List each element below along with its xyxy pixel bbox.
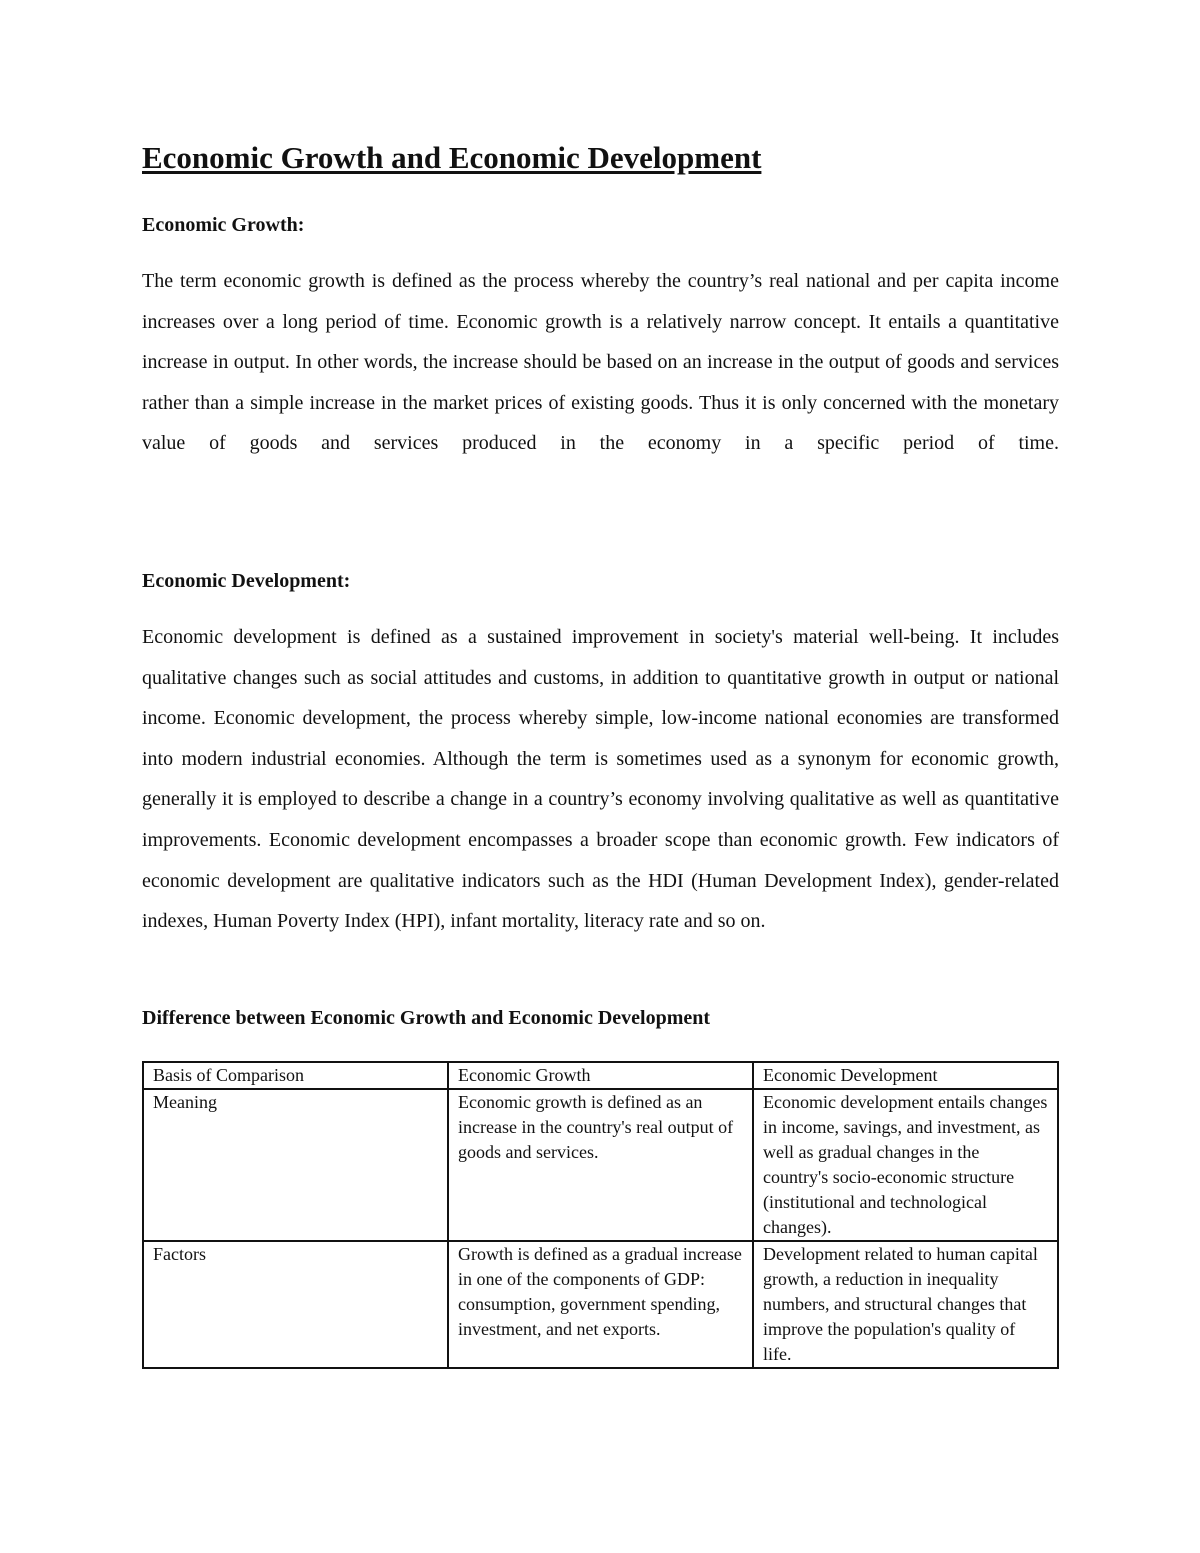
row-meaning-growth: Economic growth is defined as an increase in the country's real output of goods and services. <box>448 1089 753 1241</box>
difference-heading: Difference between Economic Growth and Economic Development <box>142 1007 711 1029</box>
document-title: Economic Growth and Economic Development <box>142 140 762 175</box>
header-economic-growth: Economic Growth <box>448 1062 753 1089</box>
row-factors-growth: Growth is defined as a gradual increase in one of the components of GDP: consumption, government spending, investment, and net exports. <box>448 1241 753 1368</box>
growth-paragraph: The term economic growth is defined as the process whereby the country’s real national and per capita income increases over a long period of time. Economic growth is a relatively narrow concept. It entails a quantitative increase in output. In other words, the increase should be based on an increase in the output of goods and services rather than a simple increase in the market prices of existing goods. Thus it is only concerned with the monetary value of goods and services produced in the economy in a specific period of time. <box>142 270 1059 455</box>
table-row <box>143 1241 1058 1368</box>
row-meaning-development: Economic development entails changes in income, savings, and investment, as well as gradual changes in the country's socio-economic structure (institutional and technological changes). <box>753 1089 1058 1241</box>
header-economic-development: Economic Development <box>753 1062 1058 1089</box>
comparison-table-wrapper <box>142 1061 1059 1369</box>
header-basis: Basis of Comparison <box>143 1062 448 1089</box>
comparison-table <box>142 1061 1059 1369</box>
development-heading: Economic Development: <box>142 570 351 592</box>
row-factors-development: Development related to human capital growth, a reduction in inequality numbers, and structural changes that improve the population's quality of life. <box>753 1241 1058 1368</box>
row-meaning-basis: Meaning <box>143 1089 448 1241</box>
growth-heading: Economic Growth: <box>142 214 305 236</box>
table-header-row <box>143 1062 1058 1089</box>
row-factors-basis: Factors <box>143 1241 448 1368</box>
table-row <box>143 1089 1058 1241</box>
development-paragraph: Economic development is defined as a sustained improvement in society's material well-being. It includes qualitative changes such as social attitudes and customs, in addition to quantitative growth in output or national income. Economic development, the process whereby simple, low-income national economies are transformed into modern industrial economies. Although the term is sometimes used as a synonym for economic growth, generally it is employed to describe a change in a country’s economy involving qualitative as well as quantitative improvements. Economic development encompasses a broader scope than economic growth. Few indicators of economic development are qualitative indicators such as the HDI (Human Development Index), gender-related indexes, Human Poverty Index (HPI), infant mortality, literacy rate and so on. <box>142 626 1059 933</box>
